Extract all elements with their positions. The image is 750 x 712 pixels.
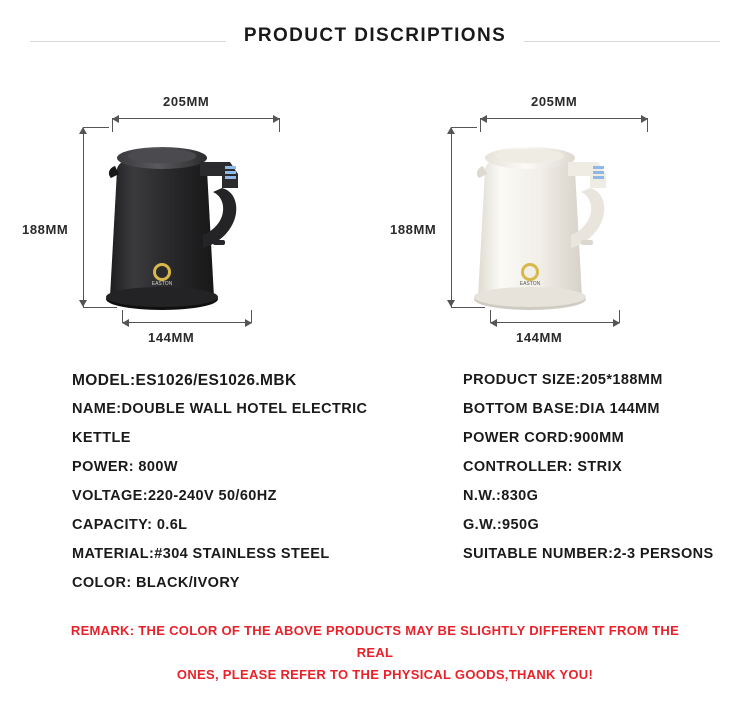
- spec-gross-weight: G.W.:950G: [463, 517, 540, 533]
- black-base-line: [122, 322, 252, 323]
- spec-power: POWER: 800W: [72, 459, 178, 475]
- spec-power-cord: POWER CORD:900MM: [463, 430, 625, 446]
- ivory-height-line: [451, 127, 452, 307]
- product-figures: [0, 72, 750, 352]
- black-height-arrow-up: [79, 127, 87, 134]
- ivory-base-label: 144MM: [516, 330, 563, 345]
- black-width-line: [112, 118, 280, 119]
- header-divider-right: [500, 41, 720, 42]
- ivory-height-arrow-up: [447, 127, 455, 134]
- remark-line-1: REMARK: THE COLOR OF THE ABOVE PRODUCTS MAY BE SLIGHTLY DIFFERENT FROM THE REAL: [70, 623, 680, 660]
- spec-material: MATERIAL:#304 STAINLESS STEEL: [72, 546, 330, 562]
- ivory-width-label: 205MM: [531, 94, 578, 109]
- ivory-base-line: [490, 322, 620, 323]
- remark-note: [0, 620, 750, 686]
- figure-black-kettle: [0, 72, 375, 352]
- spec-model: MODEL:ES1026/ES1026.MBK: [72, 372, 297, 389]
- page-title: PRODUCT DISCRIPTIONS: [226, 25, 524, 47]
- spec-controller: CONTROLLER: STRIX: [463, 459, 623, 475]
- ivory-base-arrow-left: [490, 319, 497, 327]
- black-kettle-image: [95, 122, 285, 317]
- ivory-height-arrow-down: [447, 300, 455, 307]
- black-width-label: 205MM: [163, 94, 210, 109]
- spec-bottom-base: BOTTOM BASE:DIA 144MM: [463, 401, 660, 417]
- black-height-label: 188MM: [22, 222, 69, 237]
- figure-ivory-kettle: [375, 72, 750, 352]
- ivory-height-label: 188MM: [390, 222, 437, 237]
- black-height-line: [83, 127, 84, 307]
- spec-column-left: [0, 366, 385, 598]
- spec-color: COLOR: BLACK/IVORY: [72, 575, 240, 591]
- spec-column-right: [385, 366, 750, 598]
- spec-name: NAME:DOUBLE WALL HOTEL ELECTRIC KETTLE: [72, 401, 368, 446]
- page-header: [0, 0, 750, 72]
- spec-suitable-number: SUITABLE NUMBER:2-3 PERSONS: [463, 546, 714, 562]
- ivory-width-line: [480, 118, 648, 119]
- ivory-kettle-image: [463, 122, 653, 317]
- svg-text:EASTON: EASTON: [519, 281, 541, 287]
- spec-capacity: CAPACITY: 0.6L: [72, 517, 188, 533]
- spec-voltage: VOLTAGE:220-240V 50/60HZ: [72, 488, 277, 504]
- black-base-arrow-left: [122, 319, 129, 327]
- spec-section: [0, 352, 750, 598]
- spec-product-size: PRODUCT SIZE:205*188MM: [463, 372, 663, 388]
- black-base-label: 144MM: [148, 330, 195, 345]
- svg-text:EASTON: EASTON: [151, 281, 173, 287]
- black-height-arrow-down: [79, 300, 87, 307]
- spec-net-weight: N.W.:830G: [463, 488, 539, 504]
- header-divider-left: [30, 41, 250, 42]
- remark-line-2: ONES, PLEASE REFER TO THE PHYSICAL GOODS,THANK YOU!: [176, 667, 594, 682]
